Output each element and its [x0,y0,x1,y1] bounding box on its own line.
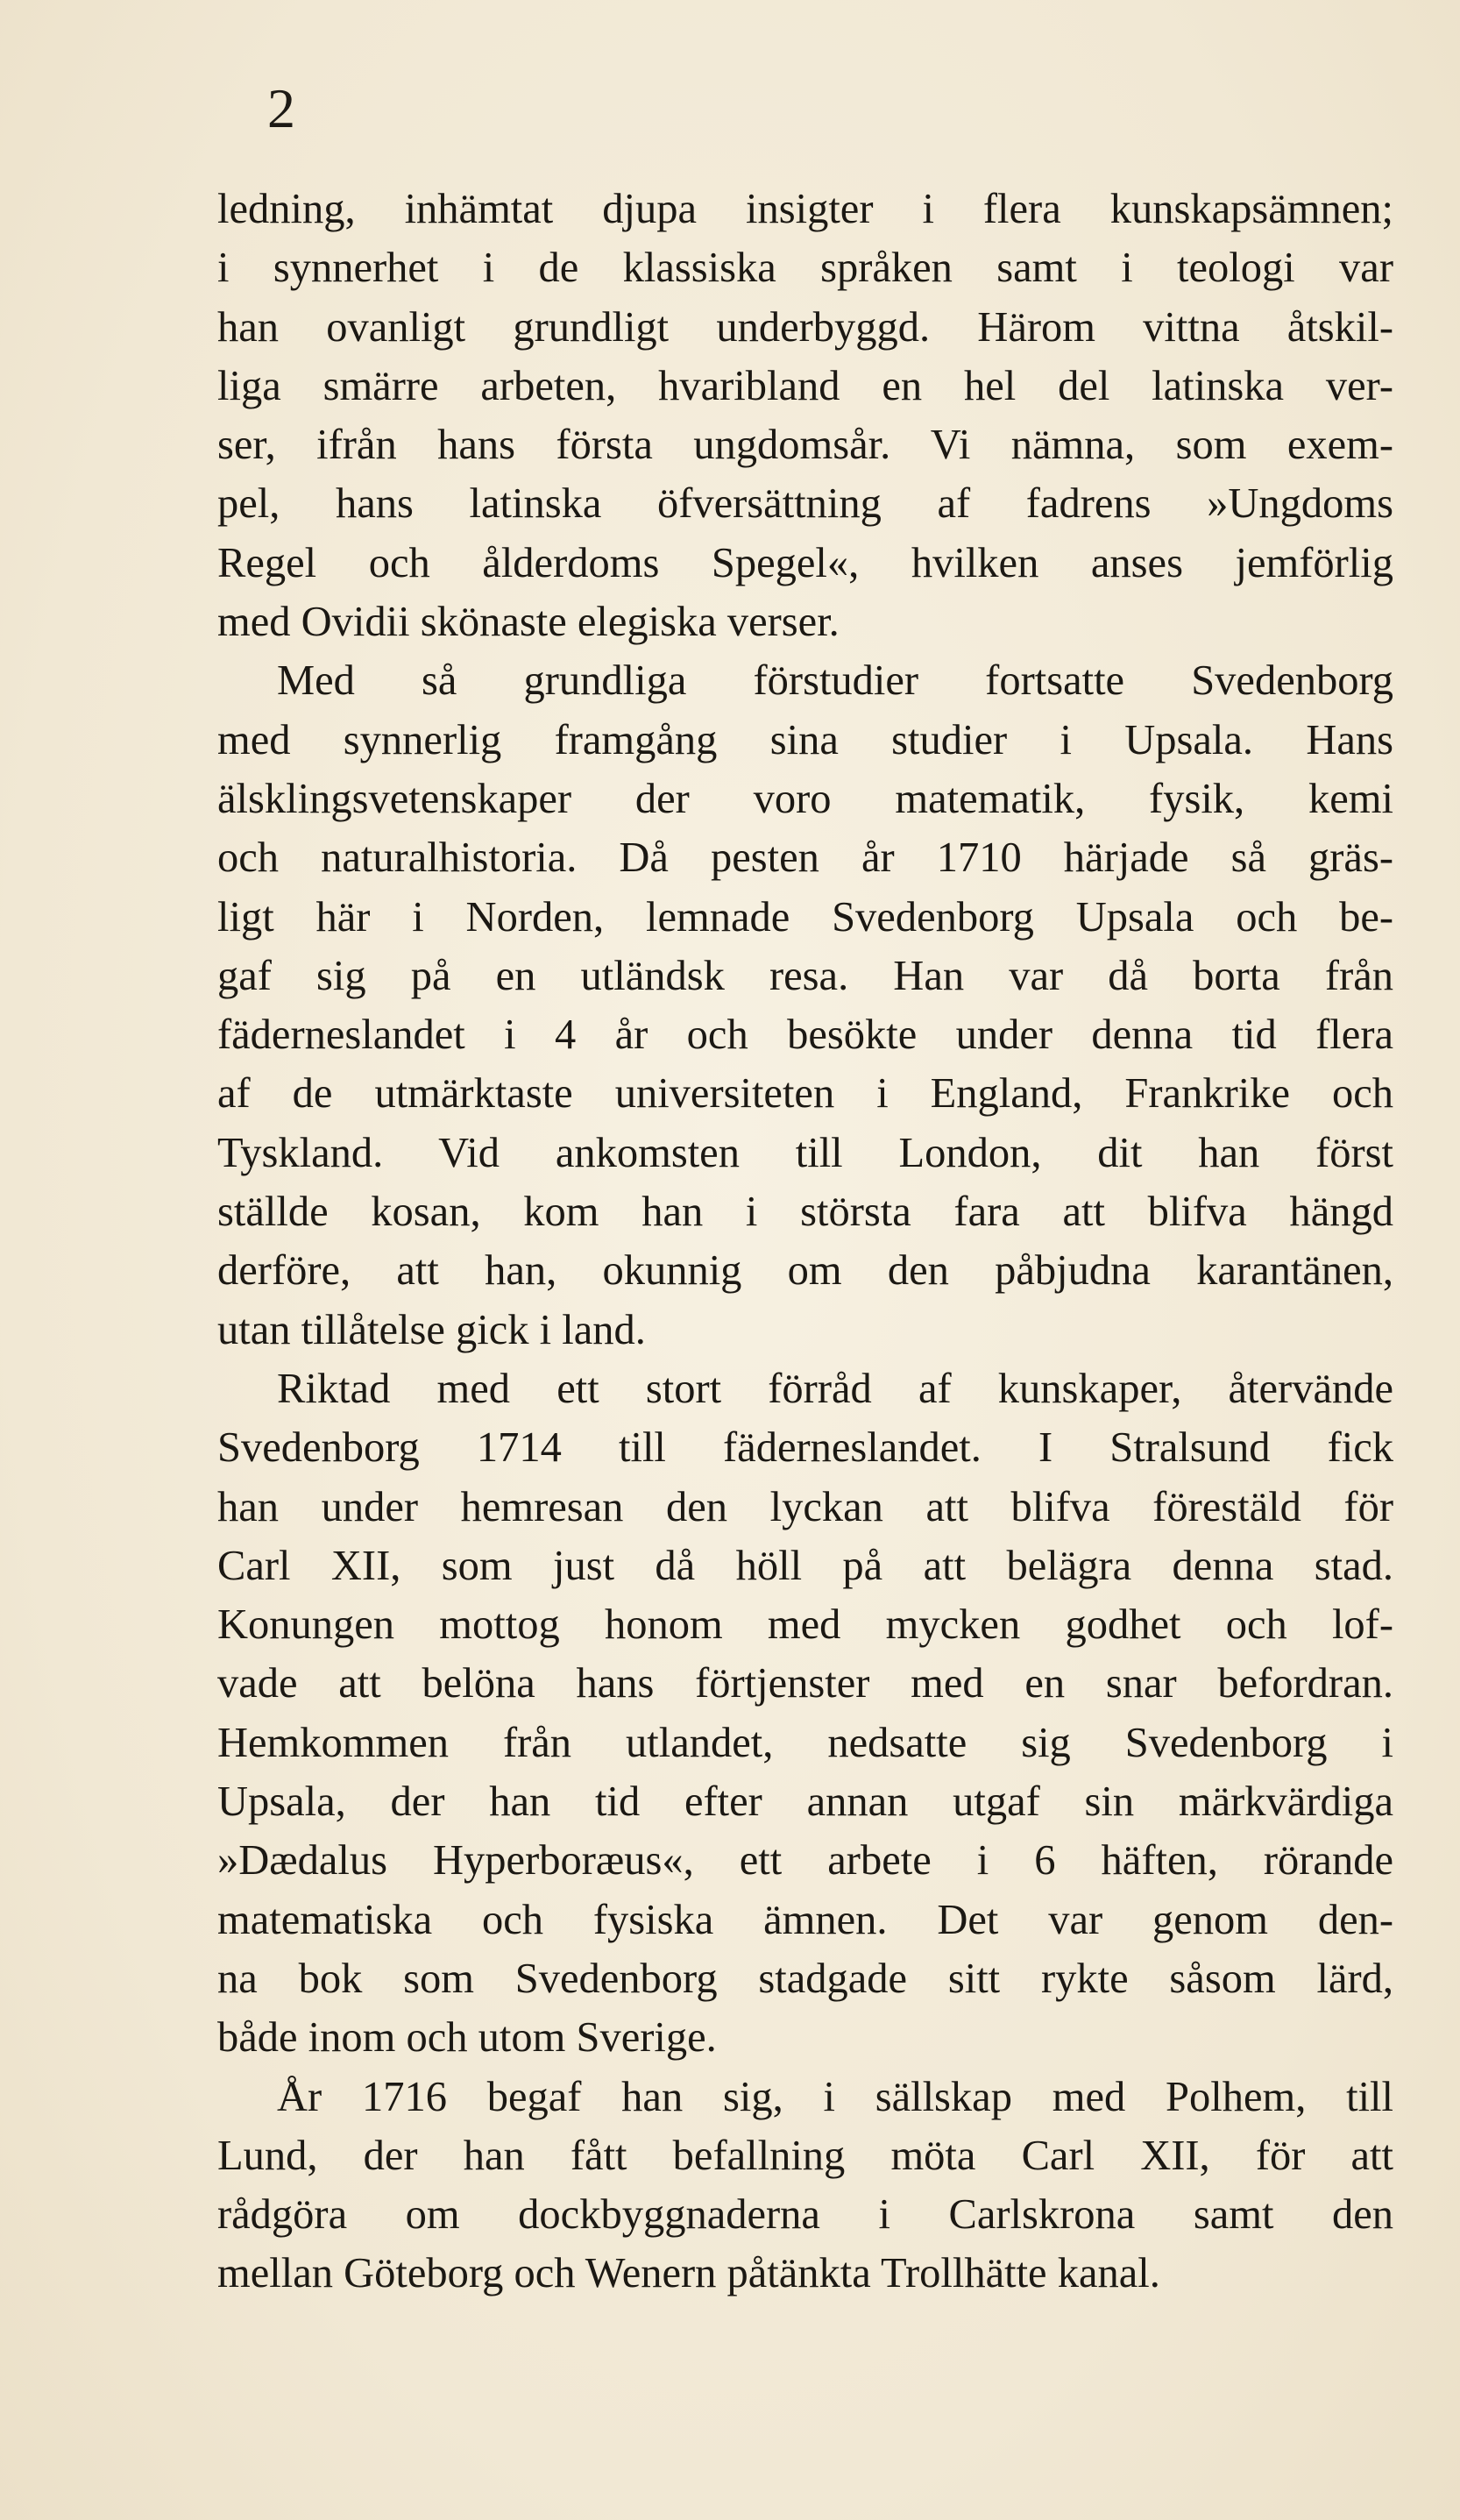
text-line: mellan Göteborg och Wenern påtänkta Trollhätte kanal. [217,2250,1160,2297]
text-line: med synnerlig framgång sina studier i Upsala. Hans [217,716,1393,763]
text-line: derföre, att han, okunnig om den påbjudna karantänen, [217,1247,1393,1295]
text-line: Upsala, der han tid efter annan utgaf sin märkvärdiga [217,1778,1393,1826]
text-line: han under hemresan den lyckan att blifva förestäld för [217,1483,1393,1530]
body-text [217,180,1393,2303]
text-line: med Ovidii skönaste elegiska verser. [217,599,840,646]
text-line: ligt här i Norden, lemnade Svedenborg Upsala och be- [217,893,1393,941]
text-line: liga smärre arbeten, hvaribland en hel del latinska ver- [217,362,1393,409]
text-line: han ovanligt grundligt underbyggd. Härom vittna åtskil- [217,303,1393,351]
text-line: och naturalhistoria. Då pesten år 1710 härjade så gräs- [217,834,1393,882]
paragraph-start-line: År 1716 begaf han sig, i sällskap med Polhem, till [277,2073,1393,2120]
text-line: gaf sig på en utländsk resa. Han var då borta från [217,952,1393,999]
text-line: Tyskland. Vid ankomsten till London, dit han först [217,1129,1393,1176]
text-line: fäderneslandet i 4 år och besökte under denna tid flera [217,1012,1393,1059]
paragraph-start-line: Med så grundliga förstudier fortsatte Svedenborg [277,657,1393,705]
text-line: vade att belöna hans förtjenster med en snar befordran. [217,1660,1393,1707]
page-number: 2 [267,77,295,139]
text-line: af de utmärktaste universiteten i England, Frankrike och [217,1070,1393,1118]
text-line: ledning, inhämtat djupa insigter i flera kunskapsämnen; [217,186,1393,232]
text-line: na bok som Svedenborg stadgade sitt rykte såsom lärd, [217,1955,1393,2002]
text-line: ställde kosan, kom han i största fara att blifva hängd [217,1189,1393,1236]
text-line: älsklingsvetenskaper der voro matematik, fysik, kemi [217,775,1393,822]
text-line: »Dædalus Hyperboræus«, ett arbete i 6 häften, rörande [217,1837,1393,1885]
text-line: Konungen mottog honom med mycken godhet och lof- [217,1601,1393,1649]
text-line: Lund, der han fått befallning möta Carl XII, för att [217,2132,1393,2179]
text-line: i synnerhet i de klassiska språken samt i teologi var [217,245,1393,292]
text-line: pel, hans latinska öfversättning af fadrens »Ungdoms [217,480,1393,528]
text-line: utan tillåtelse gick i land. [217,1306,646,1353]
text-line: Carl XII, som just då höll på att belägra denna stad. [217,1542,1393,1589]
text-line: både inom och utom Sverige. [217,2014,717,2062]
text-line: matematiska och fysiska ämnen. Det var genom den- [217,1896,1393,1943]
paragraph-start-line: Riktad med ett stort förråd af kunskaper, återvände [277,1365,1393,1412]
text-line: Svedenborg 1714 till fäderneslandet. I Stralsund fick [217,1424,1393,1472]
text-line: Regel och ålderdoms Spegel«, hvilken anses jemförlig [217,539,1393,586]
text-line: ser, ifrån hans första ungdomsår. Vi nämna, som exem- [217,422,1393,469]
text-line: Hemkommen från utlandet, nedsatte sig Svedenborg i [217,1719,1393,1766]
text-line: rådgöra om dockbyggnaderna i Carlskrona samt den [217,2191,1393,2239]
